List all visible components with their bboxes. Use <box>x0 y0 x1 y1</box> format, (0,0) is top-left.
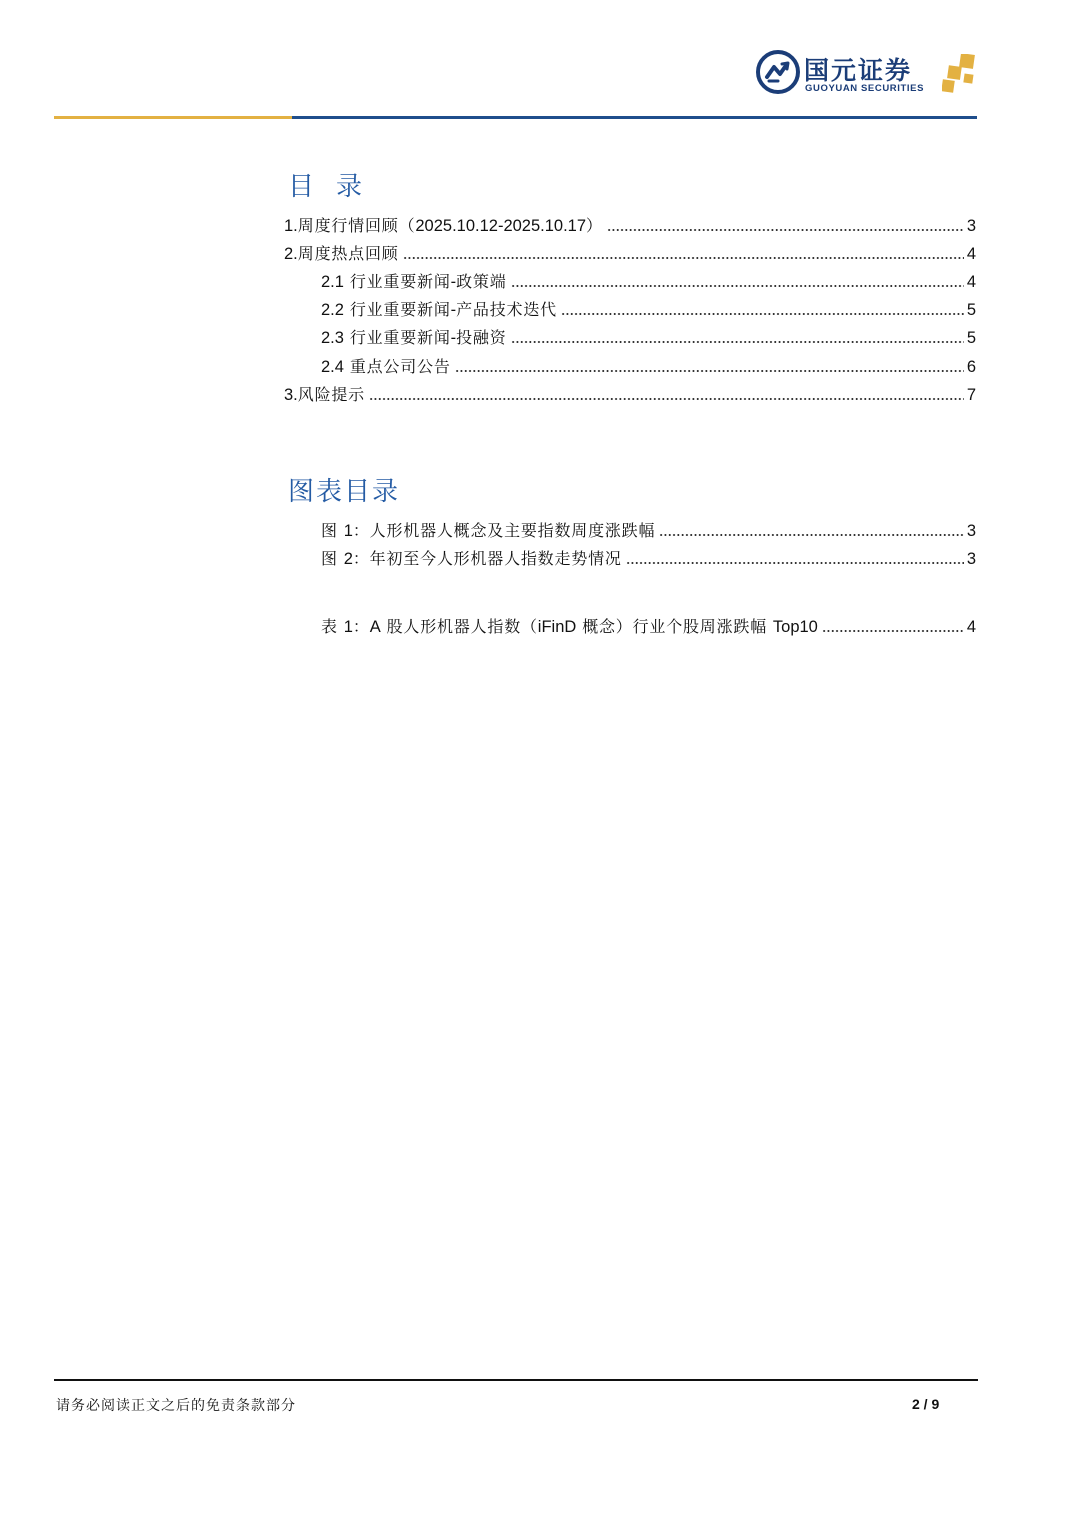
dot-leader <box>659 533 964 537</box>
dot-leader <box>369 397 964 401</box>
toc-entry[interactable] <box>321 296 976 320</box>
footer-rule <box>54 1379 978 1381</box>
table-entry[interactable] <box>321 613 976 637</box>
toc-entry-label: 2.周度热点回顾 <box>284 244 399 263</box>
toc-entry-label: 2.2 行业重要新闻-产品技术迭代 <box>321 300 557 319</box>
figure-entry-page: 3 <box>966 522 976 540</box>
toc-entry-label: 2.3 行业重要新闻-投融资 <box>321 328 507 347</box>
toc-title: 目录 <box>288 172 385 202</box>
figures-title: 图表目录 <box>288 477 401 507</box>
header-rule-gold <box>54 116 292 119</box>
toc-entry-page: 5 <box>966 329 976 347</box>
figure-entry[interactable] <box>321 517 976 541</box>
toc-entry[interactable] <box>284 381 976 405</box>
toc-entry[interactable] <box>284 212 976 236</box>
table-entry-page: 4 <box>966 618 976 636</box>
figure-entry-label: 图 2：年初至今人形机器人指数走势情况 <box>321 549 622 568</box>
figure-entry[interactable] <box>321 545 976 569</box>
toc-entry[interactable] <box>284 240 976 264</box>
toc-entry-page: 7 <box>966 386 976 404</box>
toc-entry-page: 4 <box>966 245 976 263</box>
dot-leader <box>511 340 964 344</box>
logo-chinese-name: 国元证券 <box>804 56 913 85</box>
dot-leader <box>511 284 964 288</box>
figure-entry-label: 图 1：人形机器人概念及主要指数周度涨跌幅 <box>321 521 656 540</box>
dot-leader <box>626 561 964 565</box>
toc-entry-label: 2.4 重点公司公告 <box>321 357 451 376</box>
toc-entry-page: 6 <box>966 358 976 376</box>
logo-english-name: GUOYUAN SECURITIES <box>805 83 925 94</box>
toc-entry[interactable] <box>321 353 976 377</box>
toc-entry-label: 3.风险提示 <box>284 385 365 404</box>
toc-entry-label: 1.周度行情回顾（2025.10.12-2025.10.17） <box>284 216 603 235</box>
footer-disclaimer: 请务必阅读正文之后的免责条款部分 <box>56 1398 296 1414</box>
figure-entry-page: 3 <box>966 550 976 568</box>
dot-leader <box>607 228 964 232</box>
header-rule-blue <box>292 116 977 119</box>
page-number: 2 / 9 <box>912 1396 940 1412</box>
dot-leader <box>822 629 964 633</box>
dot-leader <box>455 369 964 373</box>
company-logo <box>756 50 980 98</box>
toc-entry[interactable] <box>321 268 976 292</box>
dot-leader <box>561 312 964 316</box>
table-entry-label: 表 1：A 股人形机器人指数（iFinD 概念）行业个股周涨跌幅 Top10 <box>321 617 818 636</box>
logo-squares-icon <box>942 54 978 94</box>
guoyuan-logo-icon <box>756 50 800 94</box>
toc-entry-page: 3 <box>966 217 976 235</box>
toc-entry[interactable] <box>321 324 976 348</box>
toc-entry-label: 2.1 行业重要新闻-政策端 <box>321 272 507 291</box>
toc-entry-page: 4 <box>966 273 976 291</box>
dot-leader <box>403 256 964 260</box>
toc-entry-page: 5 <box>966 301 976 319</box>
